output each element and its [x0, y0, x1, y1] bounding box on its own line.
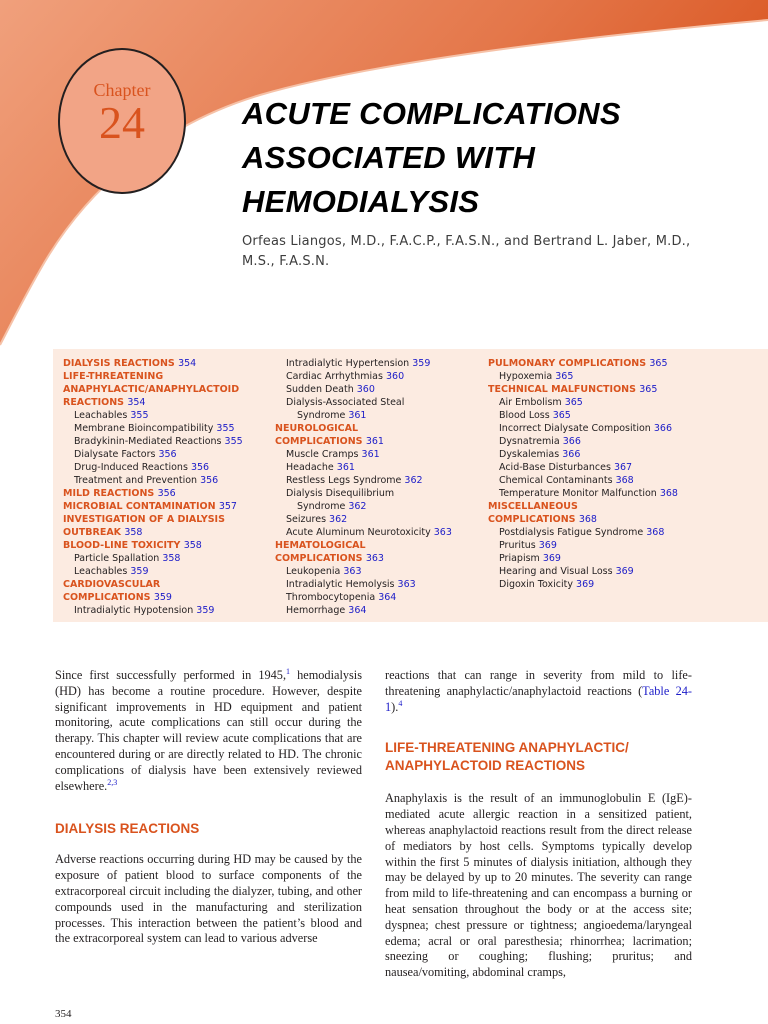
toc-entry-title: Temperature Monitor Malfunction — [499, 488, 657, 499]
toc-subsection-entry[interactable] — [488, 370, 678, 383]
toc-section-entry[interactable] — [63, 500, 243, 513]
toc-entry-title: Hearing and Visual Loss — [499, 566, 613, 577]
toc-entry-title: MILD REACTIONS — [63, 488, 155, 499]
toc-page-number[interactable]: 369 — [576, 579, 595, 590]
toc-section-entry[interactable] — [488, 500, 678, 513]
toc-entry-title: Intradialytic Hemolysis — [286, 579, 395, 590]
toc-page-number[interactable]: 364 — [348, 605, 367, 616]
toc-page-number[interactable]: 363 — [433, 527, 452, 538]
title-line: ACUTE COMPLICATIONS — [242, 96, 621, 131]
toc-page-number[interactable]: 359 — [196, 605, 215, 616]
toc-page-number[interactable]: 355 — [216, 423, 235, 434]
toc-page-number[interactable]: 356 — [158, 449, 177, 460]
toc-entry-title: Incorrect Dialysate Composition — [499, 423, 651, 434]
toc-page-number[interactable]: 366 — [653, 423, 673, 434]
toc-section-entry[interactable] — [63, 591, 243, 604]
toc-entry-title: Headache — [286, 462, 334, 473]
toc-section-entry[interactable] — [63, 539, 243, 552]
toc-page-number[interactable]: 362 — [404, 475, 423, 486]
toc-page-number[interactable]: 366 — [562, 449, 581, 460]
toc-entry-title: LIFE-THREATENING — [63, 371, 164, 382]
toc-section-entry[interactable] — [275, 552, 452, 565]
toc-entry-title: Thrombocytopenia — [286, 592, 376, 603]
toc-page-number[interactable]: 363 — [397, 579, 416, 590]
toc-page-number[interactable]: 365 — [639, 384, 658, 395]
toc-entry-title: COMPLICATIONS — [275, 553, 363, 564]
toc-entry-title: COMPLICATIONS — [488, 514, 576, 525]
toc-entry-title: Dysnatremia — [499, 436, 560, 447]
toc-entry-title: Muscle Cramps — [286, 449, 359, 460]
toc-entry-title: Dialysis-Associated Steal — [286, 397, 405, 408]
toc-entry-title: Cardiac Arrhythmias — [286, 371, 383, 382]
body-right-column — [385, 668, 692, 981]
toc-column-3 — [488, 357, 678, 591]
toc-entry-title: Leachables — [74, 566, 128, 577]
toc-subsection-entry[interactable] — [488, 552, 678, 565]
toc-subsection-entry[interactable] — [63, 435, 243, 448]
toc-subsection-entry[interactable] — [275, 565, 452, 578]
chapter-number: 24 — [99, 97, 145, 148]
toc-page-number[interactable]: 355 — [224, 436, 243, 447]
toc-subsection-entry[interactable] — [275, 578, 452, 591]
toc-subsection-entry[interactable] — [488, 539, 678, 552]
toc-page-number[interactable]: 356 — [190, 462, 210, 473]
section-heading-line: LIFE-THREATENING ANAPHYLACTIC/ — [385, 740, 629, 756]
intro-text: hemodialysis (HD) has become a routine procedure. However, despite significant improvements in HD equipment and patient monitoring, acute complications can still occur during the therapy. This chapter will review acute complications that are encountered during or are directly related to HD. The chronic complications of dialysis have been extensively reviewed elsewhere. — [55, 668, 362, 793]
toc-entry-title: Restless Legs Syndrome — [286, 475, 402, 486]
toc-entry-title: Hemorrhage — [286, 605, 346, 616]
toc-entry-title: Dialysis Disequilibrium — [286, 488, 395, 499]
toc-entry-title: Acid-Base Disturbances — [499, 462, 611, 473]
toc-page-number[interactable]: 362 — [329, 514, 348, 525]
toc-page-number[interactable]: 360 — [386, 371, 405, 382]
toc-page-number[interactable]: 361 — [365, 436, 384, 447]
toc-section-entry[interactable] — [275, 539, 452, 552]
toc-entry-title: Syndrome — [297, 501, 346, 512]
toc-page-number[interactable]: 359 — [130, 566, 149, 577]
paragraph-text: ). — [391, 699, 399, 714]
toc-subsection-entry[interactable] — [488, 448, 678, 461]
toc-page-number[interactable]: 363 — [343, 566, 362, 577]
toc-subsection-entry[interactable] — [488, 487, 678, 500]
toc-page-number[interactable]: 361 — [336, 462, 355, 473]
toc-page-number[interactable]: 365 — [552, 410, 571, 421]
toc-entry-title: Air Embolism — [499, 397, 562, 408]
toc-subsection-entry[interactable] — [275, 409, 452, 422]
toc-page-number[interactable]: 364 — [378, 592, 397, 603]
toc-subsection-entry[interactable] — [275, 513, 452, 526]
toc-subsection-entry[interactable] — [488, 565, 678, 578]
toc-section-entry[interactable] — [63, 526, 243, 539]
toc-entry-title: BLOOD-LINE TOXICITY — [63, 540, 181, 551]
toc-section-entry[interactable] — [275, 435, 452, 448]
toc-entry-title: PULMONARY COMPLICATIONS — [488, 358, 647, 369]
toc-section-entry[interactable] — [63, 396, 243, 409]
toc-page-number[interactable]: 358 — [124, 527, 143, 538]
toc-entry-title: Blood Loss — [499, 410, 550, 421]
toc-entry-title: Leukopenia — [286, 566, 341, 577]
toc-section-entry[interactable] — [63, 370, 243, 383]
toc-subsection-entry[interactable] — [488, 422, 678, 435]
toc-page-number[interactable]: 354 — [127, 397, 146, 408]
toc-entry-title: Leachables — [74, 410, 128, 421]
toc-entry-title: Intradialytic Hypotension — [74, 605, 194, 616]
chapter-label: Chapter — [93, 80, 151, 100]
chapter-badge — [58, 48, 186, 194]
toc-subsection-entry[interactable] — [63, 565, 243, 578]
section-heading: DIALYSIS REACTIONS — [55, 821, 200, 837]
toc-column-2 — [275, 357, 452, 617]
toc-entry-title: CARDIOVASCULAR — [63, 579, 161, 590]
toc-page-number[interactable]: 361 — [361, 449, 380, 460]
toc-page-number[interactable]: 368 — [615, 475, 634, 486]
paragraph-text: reactions that can range in severity from mild to life-threatening anaphylactic/anaphylactoid reactions ( — [385, 668, 692, 698]
section-heading-line: ANAPHYLACTOID REACTIONS — [385, 758, 586, 774]
chapter-title — [242, 92, 621, 224]
toc-section-entry[interactable] — [63, 383, 243, 396]
toc-subsection-entry[interactable] — [488, 435, 678, 448]
toc-entry-title: Priapism — [499, 553, 540, 564]
toc-entry-title: TECHNICAL MALFUNCTIONS — [488, 384, 636, 395]
toc-page-number[interactable]: 356 — [200, 475, 219, 486]
title-line: ASSOCIATED WITH — [242, 140, 536, 175]
toc-subsection-entry[interactable] — [275, 487, 452, 500]
page-number: 354 — [55, 1008, 72, 1020]
toc-page-number[interactable]: 369 — [615, 566, 634, 577]
toc-page-number[interactable]: 355 — [130, 410, 149, 421]
toc-subsection-entry[interactable] — [63, 461, 243, 474]
toc-section-entry[interactable] — [63, 357, 243, 370]
table-reference-link[interactable]: Table 24-1 — [385, 683, 692, 714]
toc-entry-title: COMPLICATIONS — [63, 592, 151, 603]
toc-page-number[interactable]: 366 — [562, 436, 581, 447]
toc-page-number[interactable]: 368 — [646, 527, 665, 538]
toc-subsection-entry[interactable] — [275, 591, 452, 604]
toc-subsection-entry[interactable] — [275, 461, 452, 474]
section-paragraph: Adverse reactions occurring during HD may be caused by the exposure of patient blood to surface components of the extracorporeal circuit including the dialyzer, tubing, and other compounds used in the manufacturing and sterilization processes. This interaction between the patient’s blood and the extracorporeal system can lead to various adverse — [55, 852, 362, 946]
toc-page-number[interactable]: 365 — [555, 371, 574, 382]
toc-column-1 — [63, 357, 243, 617]
toc-subsection-entry[interactable] — [275, 526, 452, 539]
citation-link[interactable]: 2,3 — [107, 777, 118, 787]
toc-entry-title: Bradykinin-Mediated Reactions — [74, 436, 222, 447]
citation-link[interactable]: 4 — [398, 698, 403, 708]
toc-subsection-entry[interactable] — [275, 383, 452, 396]
toc-entry-title: Dyskalemias — [499, 449, 560, 460]
toc-page-number[interactable]: 367 — [613, 462, 633, 473]
toc-page-number[interactable]: 359 — [153, 592, 172, 603]
toc-subsection-entry[interactable] — [488, 474, 678, 487]
toc-subsection-entry[interactable] — [63, 552, 243, 565]
toc-section-entry[interactable] — [488, 513, 678, 526]
toc-section-entry[interactable] — [488, 383, 678, 396]
toc-entry-title: Syndrome — [297, 410, 346, 421]
toc-page-number[interactable]: 354 — [178, 358, 197, 369]
toc-entry-title: Postdialysis Fatigue Syndrome — [499, 527, 644, 538]
toc-subsection-entry[interactable] — [488, 461, 678, 474]
toc-entry-title: Membrane Bioincompatibility — [74, 423, 214, 434]
intro-paragraph — [55, 668, 362, 794]
toc-subsection-entry[interactable] — [63, 604, 243, 617]
toc-entry-title: REACTIONS — [63, 397, 125, 408]
toc-entry-title: Drug-Induced Reactions — [74, 462, 188, 473]
toc-subsection-entry[interactable] — [63, 422, 243, 435]
toc-page-number[interactable]: 357 — [218, 501, 237, 512]
title-line: HEMODIALYSIS — [242, 184, 480, 219]
toc-entry-title: Seizures — [286, 514, 327, 525]
toc-section-entry[interactable] — [63, 578, 243, 591]
intro-text: Since first successfully performed in 1945, — [55, 668, 287, 682]
toc-subsection-entry[interactable] — [63, 448, 243, 461]
toc-entry-title: MISCELLANEOUS — [488, 501, 578, 512]
toc-section-entry[interactable] — [63, 487, 243, 500]
toc-subsection-entry[interactable] — [275, 474, 452, 487]
toc-page-number[interactable]: 365 — [564, 397, 583, 408]
toc-subsection-entry[interactable] — [488, 526, 678, 539]
toc-entry-title: Sudden Death — [286, 384, 354, 395]
toc-entry-title: Dialysate Factors — [74, 449, 156, 460]
toc-subsection-entry[interactable] — [275, 370, 452, 383]
toc-subsection-entry[interactable] — [488, 396, 678, 409]
toc-subsection-entry[interactable] — [275, 357, 452, 370]
toc-entry-title: Particle Spallation — [74, 553, 160, 564]
toc-entry-title: Hypoxemia — [499, 371, 553, 382]
toc-entry-title: ANAPHYLACTIC/ANAPHYLACTOID — [63, 384, 240, 395]
section-paragraph: Anaphylaxis is the result of an immunoglobulin E (IgE)-mediated acute allergic reaction in a sensitized patient, whereas anaphylactoid reactions result from the direct release of mediators by host cells. Symptoms typically develop within the first 5 minutes of dialysis initiation, although they may be delayed by up to 20 minutes. The severity can range from mild to life-threatening and can encompass a burning or heat sensation throughout the body or at the access site; dyspnea; chest pressure or tightness; angioedema/laryngeal edema; acral or oral paresthesia; rhinorrhea; lacrimation; sneezing or coughing; flushing; pruritus; and nausea/vomiting, abdominal cramps, — [385, 791, 692, 980]
toc-page-number[interactable]: 368 — [659, 488, 678, 499]
toc-page-number[interactable]: 360 — [356, 384, 375, 395]
toc-section-entry[interactable] — [488, 357, 678, 370]
toc-entry-title: Chemical Contaminants — [499, 475, 613, 486]
toc-entry-title: MICROBIAL CONTAMINATION — [63, 501, 216, 512]
toc-page-number[interactable]: 362 — [348, 501, 367, 512]
toc-subsection-entry[interactable] — [63, 474, 243, 487]
toc-subsection-entry[interactable] — [275, 448, 452, 461]
toc-entry-title: NEUROLOGICAL — [275, 423, 359, 434]
toc-entry-title: OUTBREAK — [63, 527, 122, 538]
toc-subsection-entry[interactable] — [275, 396, 452, 409]
toc-entry-title: DIALYSIS REACTIONS — [63, 358, 175, 369]
toc-entry-title: INVESTIGATION OF A DIALYSIS — [63, 514, 225, 525]
toc-page-number[interactable]: 363 — [365, 553, 384, 564]
toc-page-number[interactable]: 365 — [649, 358, 668, 369]
toc-subsection-entry[interactable] — [275, 604, 452, 617]
toc-page-number[interactable]: 358 — [162, 553, 181, 564]
toc-subsection-entry[interactable] — [63, 409, 243, 422]
toc-page-number[interactable]: 369 — [542, 553, 561, 564]
toc-page-number[interactable]: 359 — [412, 358, 431, 369]
toc-page-number[interactable]: 369 — [538, 540, 557, 551]
toc-subsection-entry[interactable] — [488, 578, 678, 591]
body-left-column — [55, 668, 362, 947]
authors: Orfeas Liangos, M.D., F.A.C.P., F.A.S.N., and Bertrand L. Jaber, M.D., M.S., F.A.S.N. — [242, 234, 691, 269]
toc-subsection-entry[interactable] — [488, 409, 678, 422]
toc-entry-title: Intradialytic Hypertension — [286, 358, 410, 369]
toc-page-number[interactable]: 368 — [578, 514, 597, 525]
toc-entry-title: Treatment and Prevention — [74, 475, 198, 486]
toc-entry-title: Digoxin Toxicity — [499, 579, 573, 590]
toc-section-entry[interactable] — [63, 513, 243, 526]
toc-entry-title: Pruritus — [499, 540, 536, 551]
citation-link[interactable]: 1 — [286, 666, 291, 676]
continued-paragraph — [385, 668, 692, 715]
table-of-contents — [53, 349, 768, 622]
toc-entry-title: COMPLICATIONS — [275, 436, 363, 447]
toc-section-entry[interactable] — [275, 422, 452, 435]
toc-entry-title: HEMATOLOGICAL — [275, 540, 366, 551]
toc-subsection-entry[interactable] — [275, 500, 452, 513]
section-heading — [385, 739, 692, 775]
toc-page-number[interactable]: 358 — [183, 540, 202, 551]
toc-page-number[interactable]: 361 — [348, 410, 367, 421]
toc-page-number[interactable]: 356 — [157, 488, 176, 499]
toc-entry-title: Acute Aluminum Neurotoxicity — [286, 527, 431, 538]
